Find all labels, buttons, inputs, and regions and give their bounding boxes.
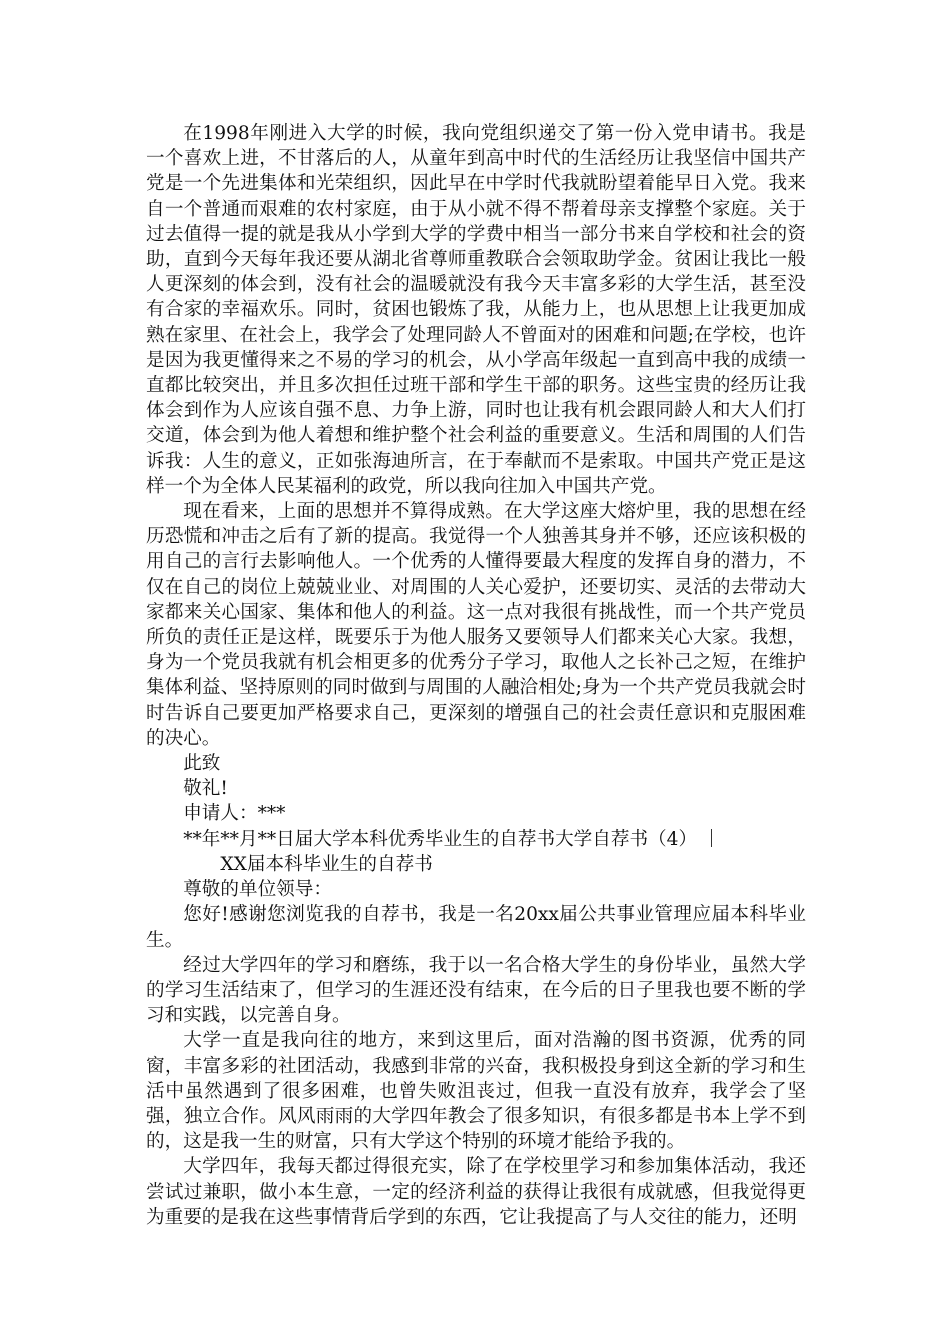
letter2-paragraph-4: 大学四年，我每天都过得很充实，除了在学校里学习和参加集体活动，我还尝试过兼职，做小本生意，一定的经济利益的获得让我很有成就感，但我觉得更为重要的是我在这些事情背后学到的东西，它让我提高了与人交往的能力，还明 — [146, 1156, 806, 1228]
letter2-title: XX届本科毕业生的自荐书 — [220, 853, 433, 875]
document-page — [146, 121, 806, 1230]
letter1-applicant: 申请人：*** — [183, 803, 286, 825]
letter1-closing: 此致 — [183, 753, 221, 775]
letter2-paragraph-3: 大学一直是我向往的地方，来到这里后，面对浩瀚的图书资源，优秀的同窗，丰富多彩的社团活动，我感到非常的兴奋，我积极投身到这全新的学习和生活中虽然遇到了很多困难，也曾失败沮丧过，但我一直没有放弃，我学会了坚强，独立合作。风风雨雨的大学四年教会了很多知识，有很多都是书本上学不到的，这是我一生的财富，只有大学这个特别的环境才能给予我的。 — [146, 1030, 806, 1153]
letter1-paragraph-1: 在1998年刚进入大学的时候，我向党组织递交了第一份入党申请书。我是一个喜欢上进，不甘落后的人，从童年到高中时代的生活经历让我坚信中国共产党是一个先进集体和光荣组织，因此早在中学时代我就盼望着能早日入党。我来自一个普通而艰难的农村家庭，由于从小就不得不帮着母亲支撑整个家庭。关于过去值得一提的就是我从小学到大学的学费中相当一部分书来自学校和社会的资助，直到今天每年我还要从湖北省尊师重教联合会领取助学金。贫困让我比一般人更深刻的体会到，没有社会的温暖就没有我今天丰富多彩的大学生活，甚至没有合家的幸福欢乐。同时，贫困也锻炼了我，从能力上，也从思想上让我更加成熟在家里、在社会上，我学会了处理同龄人不曾面对的困难和问题;在学校，也许是因为我更懂得来之不易的学习的机会，从小学高年级起一直到高中我的成绩一直都比较突出，并且多次担任过班干部和学生干部的职务。这些宝贵的经历让我体会到作为人应该自强不息、力争上游，同时也让我有机会跟同龄人和大人们打交道，体会到为他人着想和维护整个社会利益的重要意义。生活和周围的人们告诉我：人生的意义，正如张海迪所言，在于奉献而不是索取。中国共产党正是这样一个为全体人民某福利的政党，所以我向往加入中国共产党。 — [146, 123, 806, 497]
text-cursor-icon — [711, 829, 712, 847]
date-and-title-text: **年**月**日届大学本科优秀毕业生的自荐书大学自荐书（4） — [183, 828, 698, 850]
letter2-paragraph-2: 经过大学四年的学习和磨练，我于以一名合格大学生的身份毕业，虽然大学的学习生活结束了，但学习的生涯还没有结束，在今后的日子里我也要不断的学习和实践，以完善自身。 — [146, 954, 806, 1027]
letter1-paragraph-2: 现在看来，上面的思想并不算得成熟。在大学这座大熔炉里，我的思想在经历恐慌和冲击之后有了新的提高。我觉得一个人独善其身并不够，还应该积极的用自己的言行去影响他人。一个优秀的人懂得要最大程度的发挥自身的潜力，不仅在自己的岗位上兢兢业业、对周围的人关心爱护，还要切实、灵活的去带动大家都来关心国家、集体和他人的利益。这一点对我很有挑战性，而一个共产党员所负的责任正是这样，既要乐于为他人服务又要领导人们都来关心大家。我想，身为一个党员我就有机会相更多的优秀分子学习，取他人之长补己之短，在维护集体利益、坚持原则的同时做到与周围的人融洽相处;身为一个共产党员我就会时时告诉自己要更加严格要求自己，更深刻的增强自己的社会责任意识和克服困难的决心。 — [146, 501, 806, 749]
letter1-date-and-title — [146, 827, 806, 852]
letter2-greeting: 尊敬的单位领导： — [183, 879, 332, 901]
letter2-paragraph-1: 您好!感谢您浏览我的自荐书，我是一名20xx届公共事业管理应届本科毕业生。 — [146, 904, 806, 951]
letter1-salute: 敬礼! — [183, 778, 228, 800]
